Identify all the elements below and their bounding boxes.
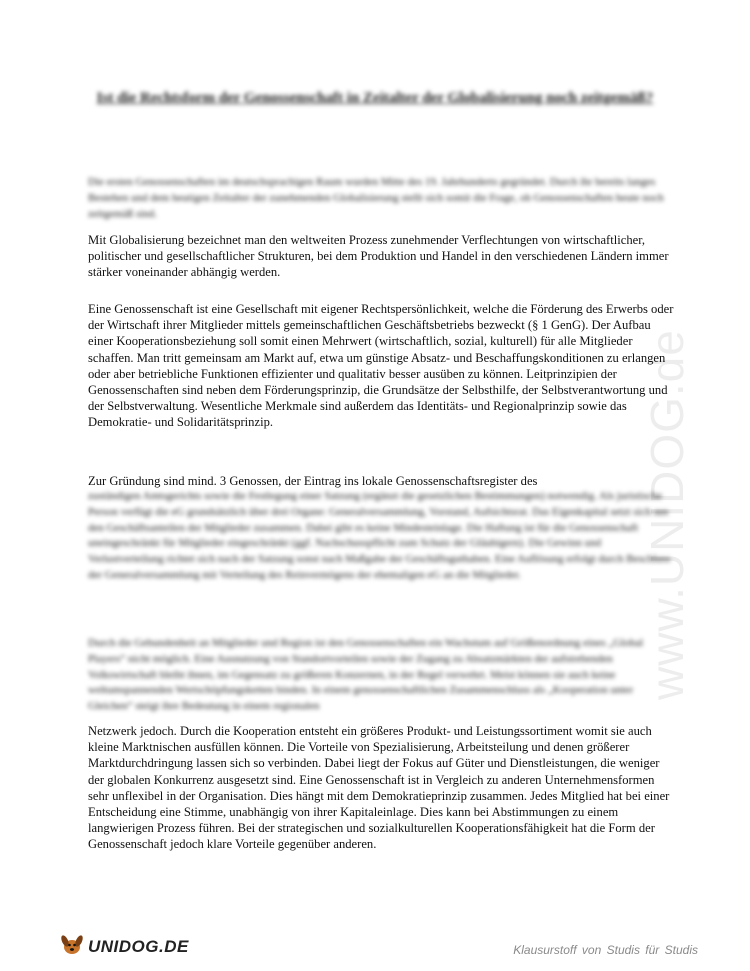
- paragraph-globalisierung: Mit Globalisierung bezeichnet man den weltweiten Prozess zunehmender Verflechtungen von wirtschaftlicher, politischer und gesellschaftlicher Strukturen, bei dem Produktion und Handel in den verschiedenen Ländern immer stärker voneinander abhängig werden.: [88, 233, 669, 280]
- paragraph-wachstum-blurred: Durch die Gebundenheit an Mitglieder und Region ist den Genossenschaften ein Wachstum auf Größenordnung eines „Global Players“ nicht möglich. Eine Ausnutzung von Standortvorteilen sowie der Zugang zu Absatzmärkten der aufstrebenden Volkswirtschaft bleibt ihnen, im Gegensatz zu größeren Konzernen, in der Regel verwehrt. Meist können sie auch keine weltumspannenden Wertschöpfungsketten binden. In einem genossenschaftlichen Zusammenschluss als „Kooperation unter Gleichen“ steigt ihre Bedeutung in einem regionalen: [88, 637, 644, 713]
- paragraph-genossenschaft: Eine Genossenschaft ist eine Gesellschaft mit eigener Rechtspersönlichkeit, welche die Förderung des Erwerbs oder der Wirtschaft ihrer Mitglieder mittels gemeinschaftlichen Geschäftsbetriebs bezweckt (§ 1 GenG). Der Aufbau einer Kooperationsbeziehung soll somit einen Mehrwert (wirtschaftlich, sozial, kulturell) für alle Mitglieder schaffen. Man tritt gemeinsam am Markt auf, etwa um günstige Absatz- und Beschaffungskonditionen zu erlangen oder aber betriebliche Funktionen effizienter und qualitativ besser ausüben zu können. Leitprinzipien der Genossenschaften sind neben dem Förderungsprinzip, die Grundsätze der Selbsthilfe, der Selbstverantwortung und der Selbstverwaltung. Wesentliche Merkmale sind außerdem das Identitäts- und Regionalprinzip sowie das Demokratie- und Solidaritätsprinzip.: [88, 302, 674, 430]
- intro-paragraph: Die ersten Genossenschaften im deutschsprachigen Raum wurden Mitte des 19. Jahrhunderts gegründet. Durch ihr bereits langes Bestehen und dem heutigen Zeitalter der zunehmenden Globalisierung stellt sich somit die Frage, ob Genossenschaften heute noch zeitgemäß sind.: [88, 176, 664, 220]
- footer-logo[interactable]: [58, 932, 189, 961]
- paragraph-gruendung-blurred: zuständigen Amtsgerichts sowie die Festlegung einer Satzung (ergänzt die gesetzlichen Bestimmungen) notwendig. Als juristische Person verfügt die eG grundsätzlich über drei Organe: Generalversammlung, Vorstand, Aufsichtsrat. Das Eigenkapital setzt sich aus den Geschäftsanteilen der Mitglieder zusammen. Dabei gibt es keine Mindesteinlage. Die Haftung ist für die Genossenschaft uneingeschränkt für Mitglieder eingeschränkt (ggf. Nachschusspflicht zum Schutz der Gläubigern). Die Gewinn und Verlustverteilung richtet sich nach der Satzung sonst nach Maßgabe der Geschäftsguthaben. Eine Auflösung erfolgt durch Beschluss der Generalversammlung mit Verteilung des Reinvermögens der ehemaligen eG an die Mitglieder.: [88, 490, 671, 581]
- dog-icon: [58, 932, 86, 961]
- paragraph-gruendung-visible: Zur Gründung sind mind. 3 Genossen, der Eintrag ins lokale Genossenschaftsregister des: [88, 474, 538, 488]
- watermark: www.UNIDOG.de: [641, 329, 693, 700]
- logo-text: UNIDOG.DE: [88, 936, 189, 956]
- footer-tagline: Klausurstoff von Studis für Studis: [513, 943, 698, 957]
- document-title: Ist die Rechtsform der Genossenschaft in Zeitalter der Globalisierung noch zeitgemäß?: [96, 90, 654, 106]
- paragraph-wachstum-visible: Netzwerk jedoch. Durch die Kooperation entsteht ein größeres Produkt- und Leistungssortiment womit sie auch kleine Marktnischen ausfüllen können. Die Vorteile von Spezialisierung, Arbeitsteilung und denen größerer Marktdurchdringung lassen sich so verbinden. Dabei liegt der Fokus auf Güter und Dienstleistungen, die weniger der globalen Konkurrenz ausgesetzt sind. Eine Genossenschaft ist in Vergleich zu anderen Unternehmensformen sehr unflexibel in der Organisation. Dies hängt mit dem Demokratieprinzip zusammen. Jedes Mitglied hat bei einer Entscheidung eine Stimme, unabhängig von ihrer Kapitaleinlage. Dies kann bei Abstimmungen zu einem langwierigen Prozess führen. Bei der strategischen und sozialkulturellen Kooperationsfähigkeit hat die Form der Genossenschaft jedoch klare Vorteile gegenüber anderen.: [88, 724, 670, 852]
